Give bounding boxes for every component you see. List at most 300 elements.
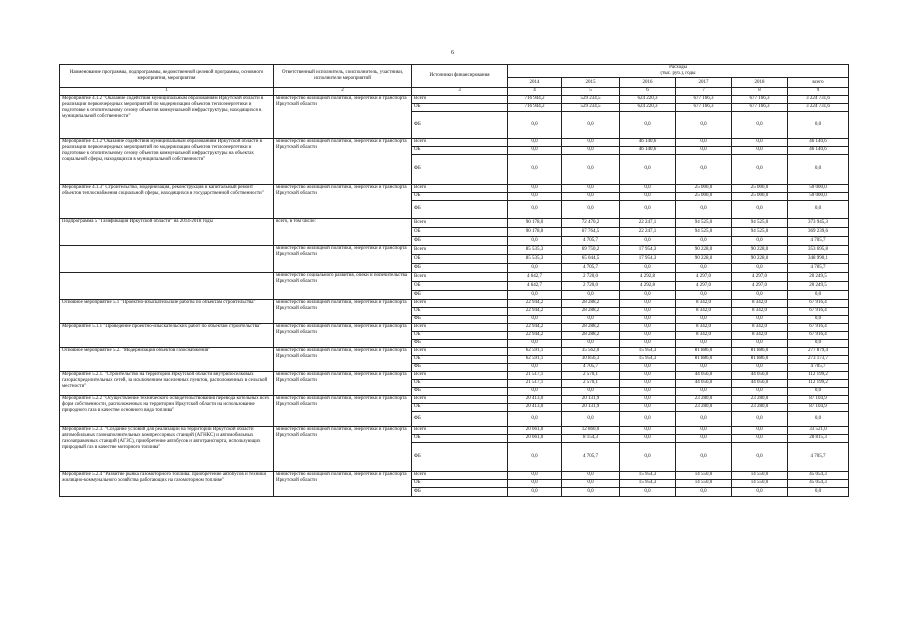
measure-name [60, 272, 274, 299]
column-index: 9 [788, 88, 849, 95]
amount-cell: 4 297,0 [676, 272, 732, 281]
amount-cell: 0,0 [562, 200, 620, 218]
amount-cell: 0,0 [676, 339, 732, 347]
measure-name: Основное мероприятие 5.2. "Модернизация объектов газоснабжения" [60, 347, 274, 371]
amount-cell: 0,0 [788, 487, 849, 496]
funding-source: Всего [412, 138, 508, 146]
amount-cell: 0,0 [562, 146, 620, 154]
amount-cell: 0,0 [732, 315, 788, 323]
amount-cell: 0,0 [732, 363, 788, 371]
amount-cell: 20 413,0 [508, 403, 562, 411]
amount-cell: 15 954,3 [620, 347, 676, 355]
amount-cell: 25 000,0 [676, 184, 732, 192]
amount-cell: 15 954,3 [620, 479, 676, 487]
amount-cell: 44 056,0 [732, 371, 788, 379]
amount-cell: 20 131,9 [562, 395, 620, 403]
measure-name: Мероприятие 4.1.3" Строительство, модернизация, реконструкция и капитальный ремонт объектов теплоснабжения социальной сферы, находящихся в государственной собственности" [60, 184, 274, 218]
amount-cell: 4 705,7 [788, 442, 849, 471]
amount-cell: 0,0 [620, 434, 676, 442]
amount-cell: 0,0 [732, 236, 788, 245]
amount-cell: 0,0 [620, 387, 676, 395]
amount-cell: 0,0 [620, 299, 676, 307]
amount-cell: 0,0 [732, 154, 788, 184]
amount-cell: 624 220,3 [620, 103, 676, 111]
header-costs: Расходы [508, 65, 849, 72]
funding-source: ФБ [412, 236, 508, 245]
amount-cell: 0,0 [508, 111, 562, 138]
measure-name: Мероприятие 5.2.3. "Создание условий для реализации на территории Иркутской области автомобильных газонаполнительных компрессорных станций (АГНКС) и автомобильных газозаправочных станций (АГЗС), приобретение автобусов и автотранспорта, использующих природный газ в качестве моторного топлива" [60, 426, 274, 471]
funding-source: Всего [412, 471, 508, 479]
funding-source: Всего [412, 272, 508, 281]
amount-cell: 0,0 [788, 339, 849, 347]
amount-cell: 677 166,3 [676, 95, 732, 103]
executor: министерство жилищной политики, энергетики и транспорта Иркутской области [274, 245, 412, 272]
amount-cell: 0,0 [620, 184, 676, 192]
amount-cell: 0,0 [620, 379, 676, 387]
amount-cell: 0,0 [508, 387, 562, 395]
amount-cell: 69 750,2 [562, 245, 620, 254]
amount-cell: 45 054,3 [788, 471, 849, 479]
amount-cell: 4 705,7 [788, 236, 849, 245]
executor: министерство жилищной политики, энергетики и транспорта Иркутской области [274, 138, 412, 184]
amount-cell: 0,0 [508, 315, 562, 323]
funding-source: ОБ [412, 307, 508, 315]
amount-cell: 0,0 [508, 363, 562, 371]
funding-source: Всего [412, 299, 508, 307]
amount-cell: 0,0 [620, 192, 676, 200]
amount-cell: 0,0 [732, 138, 788, 146]
amount-cell: 0,0 [620, 154, 676, 184]
amount-cell: 0,0 [732, 200, 788, 218]
amount-cell: 17 954,3 [620, 245, 676, 254]
funding-source: Всего [412, 245, 508, 254]
amount-cell: 0,0 [732, 434, 788, 442]
amount-cell: 0,0 [620, 236, 676, 245]
measure-name: Мероприятие 4.1.2 "Оказание содействия муниципальным образованиям Иркутской области в реализации первоочередных мероприятий по модернизации объектов теплоэнергетики и подготовке к отопительному сезону объектов коммунальной инфраструктуры, находящихся в муниципальной собственности" [60, 95, 274, 138]
funding-source: Всего [412, 347, 508, 355]
amount-cell: 85 535,3 [508, 245, 562, 254]
funding-source: ОБ [412, 331, 508, 339]
table-row [60, 218, 849, 227]
amount-cell: 20 131,9 [562, 403, 620, 411]
funding-source: Всего [412, 426, 508, 434]
amount-cell: 0,0 [508, 487, 562, 496]
amount-cell: 62 591,1 [508, 355, 562, 363]
funding-source: Всего [412, 371, 508, 379]
amount-cell: 0,0 [620, 263, 676, 272]
amount-cell: 0,0 [562, 471, 620, 479]
executor: министерство социального развития, опеки и попечительства Иркутской области [274, 272, 412, 299]
amount-cell: 0,0 [508, 138, 562, 146]
amount-cell: 529 234,5 [562, 95, 620, 103]
funding-source: Всего [412, 218, 508, 227]
amount-cell: 0,0 [732, 111, 788, 138]
amount-cell: 81 886,0 [676, 355, 732, 363]
amount-cell: 624 220,3 [620, 95, 676, 103]
amount-cell: 0,0 [562, 315, 620, 323]
measure-name: Мероприятие 5.2.2 "Осуществление технического освидетельствования перевода котельных всех форм собственности, расположенных на территории Иркутской области на использование природного газа в качестве основного вида топлива" [60, 395, 274, 426]
funding-source: ФБ [412, 487, 508, 496]
amount-cell: 0,0 [508, 479, 562, 487]
amount-cell: 0,0 [788, 111, 849, 138]
amount-cell: 20 661,0 [508, 426, 562, 434]
amount-cell: 0,0 [508, 471, 562, 479]
amount-cell: 0,0 [562, 339, 620, 347]
measure-name: Мероприятие 5.2.1. "Строительство на территории Иркутской области внутрипоселковых газораспределительных сетей, за исключением населенных пунктов, расположенных в сельской местности" [60, 371, 274, 395]
amount-cell: 0,0 [620, 111, 676, 138]
amount-cell: 0,0 [562, 487, 620, 496]
amount-cell: 15 954,3 [620, 355, 676, 363]
amount-cell: 22 247,1 [620, 218, 676, 227]
amount-cell: 0,0 [676, 411, 732, 426]
amount-cell: 0,0 [620, 371, 676, 379]
executor: министерство жилищной политики, энергетики и транспорта Иркутской области [274, 426, 412, 471]
header-year: 2015 [562, 78, 620, 88]
amount-cell: 33 521,0 [788, 426, 849, 434]
amount-cell: 8 342,0 [676, 307, 732, 315]
amount-cell: 2 720,0 [562, 281, 620, 290]
amount-cell: 4 297,0 [676, 281, 732, 290]
amount-cell: 0,0 [562, 111, 620, 138]
header-year: 2016 [620, 78, 676, 88]
amount-cell: 8 342,0 [676, 323, 732, 331]
amount-cell: 22 944,2 [508, 307, 562, 315]
amount-cell: 716 944,2 [508, 103, 562, 111]
amount-cell: 46 140,6 [788, 138, 849, 146]
funding-source: ФБ [412, 442, 508, 471]
column-index: 4 [508, 88, 562, 95]
amount-cell: 0,0 [732, 487, 788, 496]
amount-cell: 0,0 [676, 200, 732, 218]
amount-cell: 4 705,7 [562, 363, 620, 371]
measure-name: Мероприятие 5.2.4 "Развитие рынка газомоторного топлива: приобретение автобусов и техники жилищно-коммунального хозяйства работающих на газомоторном топливе" [60, 471, 274, 496]
amount-cell: 28 288,2 [562, 307, 620, 315]
amount-cell: 0,0 [620, 339, 676, 347]
amount-cell: 0,0 [620, 426, 676, 434]
amount-cell: 0,0 [508, 442, 562, 471]
amount-cell: 23 280,0 [676, 403, 732, 411]
amount-cell: 4 292,8 [620, 272, 676, 281]
table-row [60, 347, 849, 355]
amount-cell: 87 104,9 [788, 403, 849, 411]
table-row [60, 245, 849, 254]
amount-cell: 46 140,6 [620, 146, 676, 154]
measure-name [60, 245, 274, 272]
amount-cell: 112 199,2 [788, 379, 849, 387]
table-row [60, 426, 849, 434]
amount-cell: 0,0 [676, 387, 732, 395]
funding-source: ОБ [412, 281, 508, 290]
executor: министерство жилищной политики, энергетики и транспорта Иркутской области [274, 471, 412, 496]
table-row [60, 299, 849, 307]
amount-cell: 0,0 [676, 111, 732, 138]
amount-cell: 8 342,0 [732, 331, 788, 339]
amount-cell: 112 199,2 [788, 371, 849, 379]
amount-cell: 46 140,6 [620, 138, 676, 146]
amount-cell: 0,0 [562, 192, 620, 200]
table-row [60, 371, 849, 379]
amount-cell: 348 990,1 [788, 254, 849, 263]
amount-cell: 0,0 [732, 426, 788, 434]
funding-source: ОБ [412, 192, 508, 200]
amount-cell: 0,0 [788, 290, 849, 299]
amount-cell: 0,0 [676, 426, 732, 434]
amount-cell: 15 954,3 [620, 471, 676, 479]
amount-cell: 0,0 [676, 290, 732, 299]
amount-cell: 0,0 [676, 442, 732, 471]
amount-cell: 28 815,3 [788, 434, 849, 442]
amount-cell: 0,0 [732, 339, 788, 347]
amount-cell: 0,0 [732, 411, 788, 426]
amount-cell: 23 280,0 [732, 395, 788, 403]
amount-cell: 28 288,2 [562, 331, 620, 339]
amount-cell: 677 166,3 [732, 103, 788, 111]
table-row [60, 138, 849, 146]
amount-cell: 0,0 [508, 154, 562, 184]
amount-cell: 0,0 [788, 200, 849, 218]
amount-cell: 25 000,0 [732, 192, 788, 200]
amount-cell: 85 535,3 [508, 254, 562, 263]
amount-cell: 0,0 [620, 442, 676, 471]
funding-source: ОБ [412, 146, 508, 154]
amount-cell: 28 288,2 [562, 323, 620, 331]
executor: министерство жилищной политики, энергетики и транспорта Иркутской области [274, 371, 412, 395]
amount-cell: 0,0 [732, 442, 788, 471]
amount-cell: 3 224 731,6 [788, 103, 849, 111]
amount-cell: 0,0 [676, 154, 732, 184]
amount-cell: 90 178,0 [508, 218, 562, 227]
amount-cell: 44 056,0 [732, 379, 788, 387]
executor: министерство жилищной политики, энергетики и транспорта Иркутской области [274, 347, 412, 371]
amount-cell: 0,0 [620, 331, 676, 339]
amount-cell: 22 944,2 [508, 299, 562, 307]
table-row [60, 95, 849, 103]
amount-cell: 22 944,2 [508, 331, 562, 339]
amount-cell: 0,0 [788, 411, 849, 426]
amount-cell: 2 570,1 [562, 371, 620, 379]
amount-cell: 716 944,2 [508, 95, 562, 103]
amount-cell: 373 945,3 [788, 218, 849, 227]
header-year: 2017 [676, 78, 732, 88]
funding-source: Всего [412, 184, 508, 192]
amount-cell: 273 173,7 [788, 355, 849, 363]
column-index: 6 [620, 88, 676, 95]
header-year: всего [788, 78, 849, 88]
amount-cell: 35 562,0 [562, 347, 620, 355]
funding-source: ОБ [412, 103, 508, 111]
funding-source: Всего [412, 395, 508, 403]
amount-cell: 677 166,3 [732, 95, 788, 103]
amount-cell: 21 517,1 [508, 371, 562, 379]
amount-cell: 14 550,0 [676, 479, 732, 487]
funding-source: ОБ [412, 355, 508, 363]
header-executor: Ответственный исполнитель, соисполнитель, участники, исполнители мероприятий [274, 65, 412, 88]
amount-cell: 20 413,0 [508, 395, 562, 403]
amount-cell: 8 342,0 [732, 323, 788, 331]
amount-cell: 20 249,5 [788, 281, 849, 290]
amount-cell: 14 550,0 [732, 479, 788, 487]
amount-cell: 20 661,0 [508, 434, 562, 442]
amount-cell: 0,0 [732, 290, 788, 299]
amount-cell: 94 525,0 [732, 218, 788, 227]
amount-cell: 0,0 [562, 184, 620, 192]
amount-cell: 8 342,0 [732, 299, 788, 307]
amount-cell: 0,0 [620, 323, 676, 331]
amount-cell: 81 886,0 [732, 347, 788, 355]
amount-cell: 8 342,0 [732, 307, 788, 315]
budget-table [59, 64, 849, 497]
amount-cell: 72 470,2 [562, 218, 620, 227]
header-year: 2014 [508, 78, 562, 88]
funding-source: ФБ [412, 200, 508, 218]
amount-cell: 4 705,7 [788, 263, 849, 272]
amount-cell: 0,0 [676, 236, 732, 245]
funding-source: ОБ [412, 254, 508, 263]
amount-cell: 0,0 [788, 154, 849, 184]
amount-cell: 0,0 [676, 434, 732, 442]
amount-cell: 0,0 [562, 154, 620, 184]
amount-cell: 353 695,8 [788, 245, 849, 254]
amount-cell: 0,0 [676, 263, 732, 272]
amount-cell: 0,0 [562, 411, 620, 426]
amount-cell: 14 550,0 [732, 471, 788, 479]
amount-cell: 0,0 [562, 290, 620, 299]
amount-cell: 4 642,7 [508, 281, 562, 290]
amount-cell: 22 944,2 [508, 323, 562, 331]
amount-cell: 0,0 [620, 315, 676, 323]
amount-cell: 12 860,0 [562, 426, 620, 434]
funding-source: ФБ [412, 411, 508, 426]
measure-name: Мероприятие 4.1.2"Оказание содействия муниципальным образованиям Иркутской области в реализации первоочередных мероприятий по модернизации объектов теплоэнергетики и подготовке к отопительному сезону объектов коммунальной инфраструктуры на объектах социальной сферы, находящихся в муниципальной собственности" [60, 138, 274, 184]
funding-source: ФБ [412, 154, 508, 184]
measure-name: Основное мероприятие 5.1 "Проектно-изыскательские работы по объектам строительства" [60, 299, 274, 323]
executor: всего, в том числе: [274, 218, 412, 245]
amount-cell: 0,0 [620, 487, 676, 496]
budget-sheet [59, 64, 848, 497]
amount-cell: 22 247,1 [620, 227, 676, 236]
amount-cell: 277 879,4 [788, 347, 849, 355]
funding-source: ОБ [412, 227, 508, 236]
amount-cell: 2 570,1 [562, 379, 620, 387]
amount-cell: 23 280,0 [676, 395, 732, 403]
amount-cell: 0,0 [620, 395, 676, 403]
amount-cell: 0,0 [508, 263, 562, 272]
funding-source: ФБ [412, 263, 508, 272]
amount-cell: 0,0 [620, 290, 676, 299]
header-units: (тыс. руб.), годы [508, 71, 849, 78]
funding-source: ОБ [412, 434, 508, 442]
table-row [60, 323, 849, 331]
executor: министерство жилищной политики, энергетики и транспорта Иркутской области [274, 323, 412, 347]
amount-cell: 8 342,0 [676, 331, 732, 339]
amount-cell: 94 525,0 [676, 218, 732, 227]
amount-cell: 0,0 [562, 138, 620, 146]
funding-source: ФБ [412, 111, 508, 138]
amount-cell: 0,0 [620, 307, 676, 315]
amount-cell: 529 234,5 [562, 103, 620, 111]
amount-cell: 62 591,1 [508, 347, 562, 355]
amount-cell: 0,0 [676, 315, 732, 323]
amount-cell: 90 228,0 [732, 254, 788, 263]
amount-cell: 50 000,0 [788, 192, 849, 200]
amount-cell: 81 886,0 [732, 355, 788, 363]
amount-cell: 0,0 [732, 387, 788, 395]
amount-cell: 67 916,4 [788, 307, 849, 315]
column-index: 3 [412, 88, 508, 95]
amount-cell: 30 856,3 [562, 355, 620, 363]
amount-cell: 25 000,0 [676, 192, 732, 200]
amount-cell: 94 525,0 [732, 227, 788, 236]
amount-cell: 4 705,7 [562, 236, 620, 245]
amount-cell: 4 642,7 [508, 272, 562, 281]
amount-cell: 0,0 [508, 184, 562, 192]
amount-cell: 4 705,7 [562, 442, 620, 471]
amount-cell: 44 056,0 [676, 379, 732, 387]
amount-cell: 0,0 [508, 236, 562, 245]
measure-name: Мероприятие 5.1.1 "Проведение проектно-изыскательских работ по объектам строительства" [60, 323, 274, 347]
amount-cell: 67 764,5 [562, 227, 620, 236]
amount-cell: 45 054,3 [788, 479, 849, 487]
amount-cell: 4 292,8 [620, 281, 676, 290]
funding-source: ФБ [412, 339, 508, 347]
amount-cell: 67 916,4 [788, 299, 849, 307]
amount-cell: 14 550,0 [676, 471, 732, 479]
amount-cell: 90 228,0 [676, 254, 732, 263]
amount-cell: 0,0 [562, 387, 620, 395]
page-number: 6 [451, 50, 454, 56]
column-index: 2 [274, 88, 412, 95]
amount-cell: 0,0 [788, 387, 849, 395]
table-row [60, 272, 849, 281]
header-source: Источники финансирования [412, 65, 508, 88]
amount-cell: 369 239,6 [788, 227, 849, 236]
amount-cell: 0,0 [732, 263, 788, 272]
amount-cell: 21 517,1 [508, 379, 562, 387]
amount-cell: 20 249,5 [788, 272, 849, 281]
amount-cell: 0,0 [676, 138, 732, 146]
amount-cell: 23 280,0 [732, 403, 788, 411]
amount-cell: 0,0 [676, 487, 732, 496]
amount-cell: 0,0 [620, 363, 676, 371]
amount-cell: 67 916,4 [788, 323, 849, 331]
amount-cell: 0,0 [788, 315, 849, 323]
amount-cell: 46 140,6 [788, 146, 849, 154]
funding-source: ОБ [412, 403, 508, 411]
amount-cell: 81 886,0 [676, 347, 732, 355]
funding-source: ФБ [412, 290, 508, 299]
amount-cell: 0,0 [562, 479, 620, 487]
amount-cell: 0,0 [508, 192, 562, 200]
amount-cell: 28 288,2 [562, 299, 620, 307]
header-year: 2018 [732, 78, 788, 88]
amount-cell: 90 228,0 [676, 245, 732, 254]
amount-cell: 0,0 [508, 339, 562, 347]
amount-cell: 0,0 [732, 146, 788, 154]
column-index: 8 [732, 88, 788, 95]
funding-source: ФБ [412, 387, 508, 395]
executor: министерство жилищной политики, энергетики и транспорта Иркутской области [274, 395, 412, 426]
executor: министерство жилищной политики, энергетики и транспорта Иркутской области [274, 95, 412, 138]
column-index: 5 [562, 88, 620, 95]
executor: министерство жилищной политики, энергетики и транспорта Иркутской области [274, 184, 412, 218]
funding-source: ФБ [412, 315, 508, 323]
executor: министерство жилищной политики, энергетики и транспорта Иркутской области [274, 299, 412, 323]
amount-cell: 4 705,7 [788, 363, 849, 371]
amount-cell: 0,0 [620, 411, 676, 426]
amount-cell: 3 224 731,6 [788, 95, 849, 103]
amount-cell: 90 178,0 [508, 227, 562, 236]
amount-cell: 17 954,3 [620, 254, 676, 263]
